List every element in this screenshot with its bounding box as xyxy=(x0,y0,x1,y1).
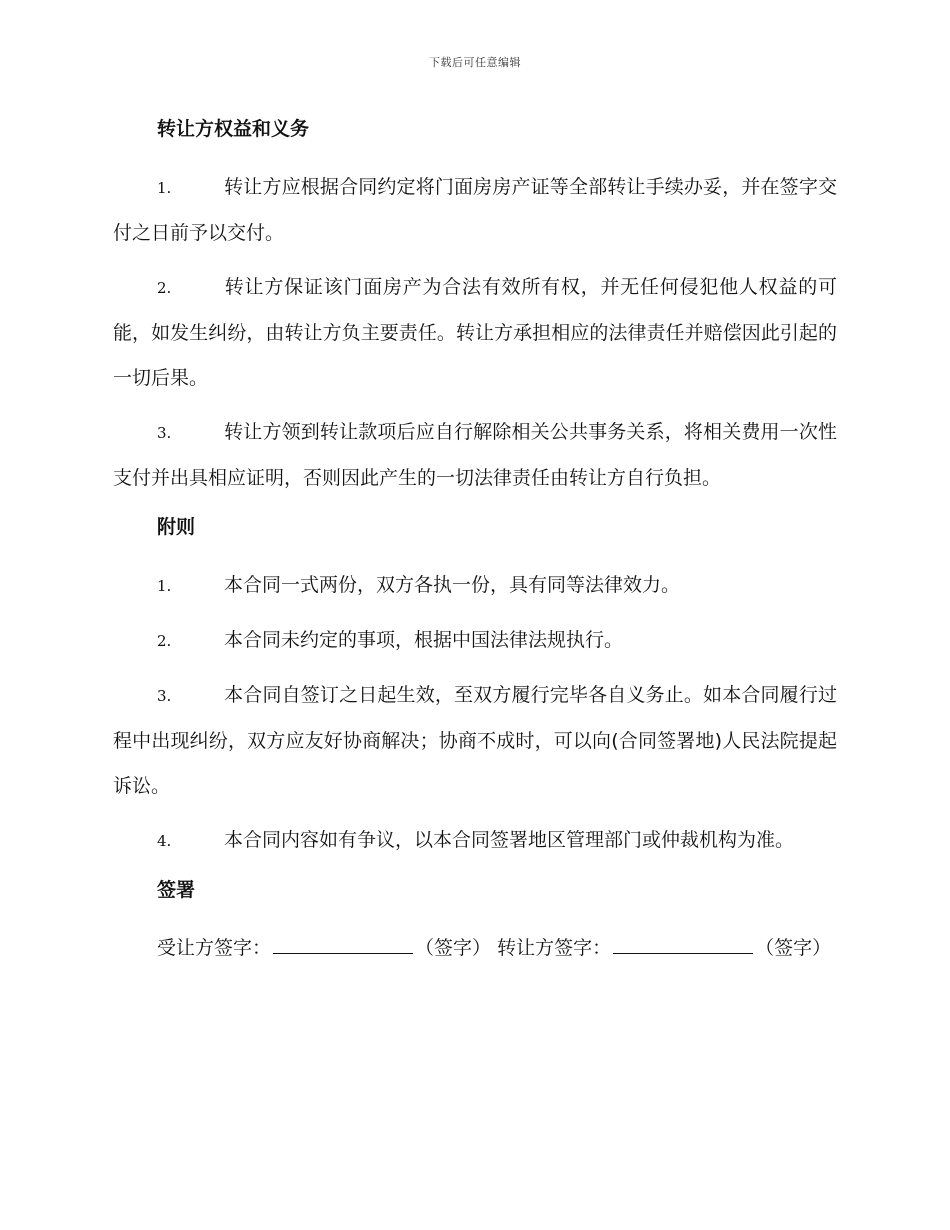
transferee-sign-suffix: （签字） xyxy=(415,937,492,959)
transferee-sign-blank[interactable] xyxy=(273,937,413,954)
appendix-clause-3 xyxy=(113,673,837,809)
clause-number: 3. xyxy=(157,424,172,442)
transferor-sign-label: 转让方签字： xyxy=(497,937,612,959)
appendix-clause-1 xyxy=(113,563,837,609)
clause-number: 1. xyxy=(157,179,172,197)
clause-number: 2. xyxy=(157,279,172,297)
transferee-sign-label: 受让方签字： xyxy=(157,937,272,959)
document-body xyxy=(113,112,837,971)
signature-line xyxy=(113,926,837,971)
transferor-clause-1 xyxy=(113,165,837,256)
transferor-sign-blank[interactable] xyxy=(613,937,753,954)
clause-number: 2. xyxy=(157,632,172,650)
section-heading-signature: 签署 xyxy=(157,879,196,901)
transferor-clause-2 xyxy=(113,265,837,401)
clause-text: 本合同自签订之日起生效，至双方履行完毕各自义务止。如本合同履行过程中出现纠纷，双方应友好协商解决；协商不成时，可以向(合同签署地)人民法院提起诉讼。 xyxy=(113,684,837,797)
header-note: 下载后可任意编辑 xyxy=(429,56,521,69)
appendix-clause-2 xyxy=(113,618,837,664)
transferor-clause-3 xyxy=(113,410,837,501)
clause-text: 转让方保证该门面房产为合法有效所有权，并无任何侵犯他人权益的可能，如发生纠纷，由转让方负主要责任。转让方承担相应的法律责任并赔偿因此引起的一切后果。 xyxy=(113,276,837,389)
clause-text: 转让方领到转让款项后应自行解除相关公共事务关系，将相关费用一次性支付并出具相应证明，否则因此产生的一切法律责任由转让方自行负担。 xyxy=(113,421,837,489)
clause-text: 转让方应根据合同约定将门面房房产证等全部转让手续办妥，并在签字交付之日前予以交付。 xyxy=(113,176,837,244)
clause-text: 本合同内容如有争议，以本合同签署地区管理部门或仲裁机构为准。 xyxy=(224,829,795,851)
transferor-sign-suffix: （签字） xyxy=(755,937,832,959)
section-heading-appendix: 附则 xyxy=(157,516,196,538)
clause-number: 1. xyxy=(157,577,172,595)
section-heading-transferor: 转让方权益和义务 xyxy=(157,118,310,140)
clause-text: 本合同未约定的事项，根据中国法律法规执行。 xyxy=(224,629,624,651)
appendix-clause-4 xyxy=(113,818,837,864)
clause-number: 3. xyxy=(157,687,172,705)
clause-text: 本合同一式两份，双方各执一份，具有同等法律效力。 xyxy=(224,574,681,596)
clause-number: 4. xyxy=(157,832,172,850)
